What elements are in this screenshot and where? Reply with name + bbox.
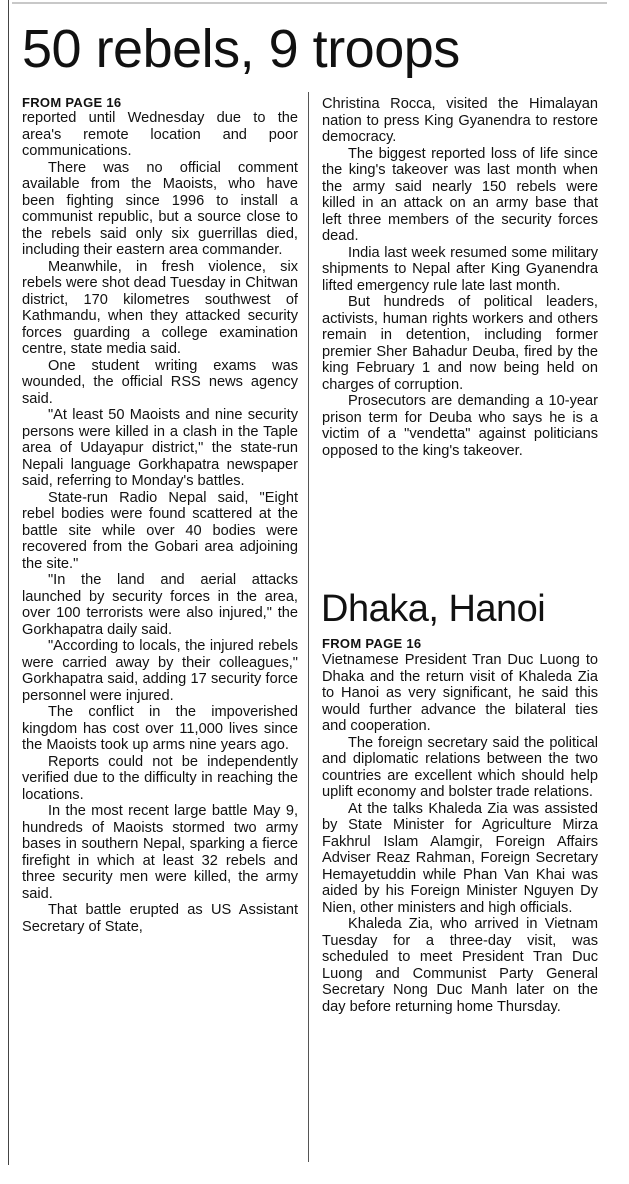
article-paragraph: Vietnamese President Tran Duc Luong to Dhaka and the return visit of Khaleda Zia to Hanoi as very significant, he said this would further advance the bilateral ties and cooperation. [322,652,598,734]
article-paragraph: The conflict in the impoverished kingdom has cost over 11,000 lives since the Maoists took up arms nine years ago. [22,704,298,753]
column-divider [308,92,309,1162]
main-headline: 50 rebels, 9 troops [22,19,460,79]
second-headline: Dhaka, Hanoi [321,588,546,630]
article-paragraph: The foreign secretary said the political and diplomatic relations between the two countries are excellent which should help uplift economy and bolster trade relations. [322,734,598,800]
article-paragraph: In the most recent large battle May 9, hundreds of Maoists stormed two army bases in southern Nepal, sparking a fierce firefight in which at least 32 rebels and three security men were killed, the army said. [22,803,298,902]
article-paragraph: "In the land and aerial attacks launched by security forces in the area, over 100 terrorists were also injured," the Gorkhapatra daily said. [22,572,298,638]
dateline-from-page: FROM PAGE 16 [22,95,122,110]
article-column-left [22,110,298,935]
article-column-second-story [322,652,598,1015]
left-column-rule [8,0,9,1165]
article-paragraph: One student writing exams was wounded, the official RSS news agency said. [22,357,298,407]
article-paragraph: reported until Wednesday due to the area's remote location and poor communications. [22,110,298,159]
dateline-from-page: FROM PAGE 16 [322,636,422,651]
article-paragraph: Christina Rocca, visited the Himalayan nation to press King Gyanendra to restore democracy. [322,96,598,145]
article-paragraph: Meanwhile, in fresh violence, six rebels were shot dead Tuesday in Chitwan district, 170 kilometres southwest of Kathmandu, when they attacked security forces guarding a college examination centre, state media said. [22,258,298,357]
article-paragraph: "At least 50 Maoists and nine security persons were killed in a clash in the Taple area of Udayapur district," the state-run Nepali language Gorkhapatra newspaper said, referring to Monday's battles. [22,407,298,489]
article-paragraph: Prosecutors are demanding a 10-year prison term for Deuba who says he is a victim of a "vendetta" against politicians opposed to the king's takeover. [322,393,598,459]
article-paragraph: State-run Radio Nepal said, "Eight rebel bodies were found scattered at the battle site while over 40 bodies were recovered from the Gobari area adjoining the site." [22,489,298,572]
article-paragraph: The biggest reported loss of life since the king's takeover was last month when the army said nearly 150 rebels were killed in an attack on an army base that left three members of the security forces dead. [322,145,598,244]
article-paragraph: At the talks Khaleda Zia was assisted by State Minister for Agriculture Mirza Fakhrul Islam Alamgir, Foreign Affairs Adviser Reaz Rahman, Foreign Secretary Hemayetuddin while Phan Van Khai was aided by his Foreign Minister Nguyen Dy Nien, other ministers and high officials. [322,800,598,916]
article-paragraph: Khaleda Zia, who arrived in Vietnam Tuesday for a three-day visit, was scheduled to meet President Tran Duc Luong and Communist Party General Secretary Nong Duc Manh later on the day before returning home Thursday. [322,916,598,1015]
article-paragraph: There was no official comment available from the Maoists, who have been fighting since 1996 to install a communist republic, but a source close to the rebels said only six guerrillas died, including their eastern area commander. [22,159,298,258]
article-column-right [322,96,598,459]
top-rule [12,2,607,4]
article-paragraph: Reports could not be independently verified due to the difficulty in reaching the locations. [22,753,298,803]
article-paragraph: "According to locals, the injured rebels were carried away by their colleagues," Gorkhapatra said, adding 17 security force personnel were injured. [22,638,298,704]
article-paragraph: But hundreds of political leaders, activists, human rights workers and others remain in detention, including former premier Sher Bahadur Deuba, fired by the king February 1 and now being held on charges of corruption. [322,294,598,393]
article-paragraph: India last week resumed some military shipments to Nepal after King Gyanendra lifted emergency rule late last month. [322,244,598,294]
article-paragraph: That battle erupted as US Assistant Secretary of State, [22,902,298,935]
